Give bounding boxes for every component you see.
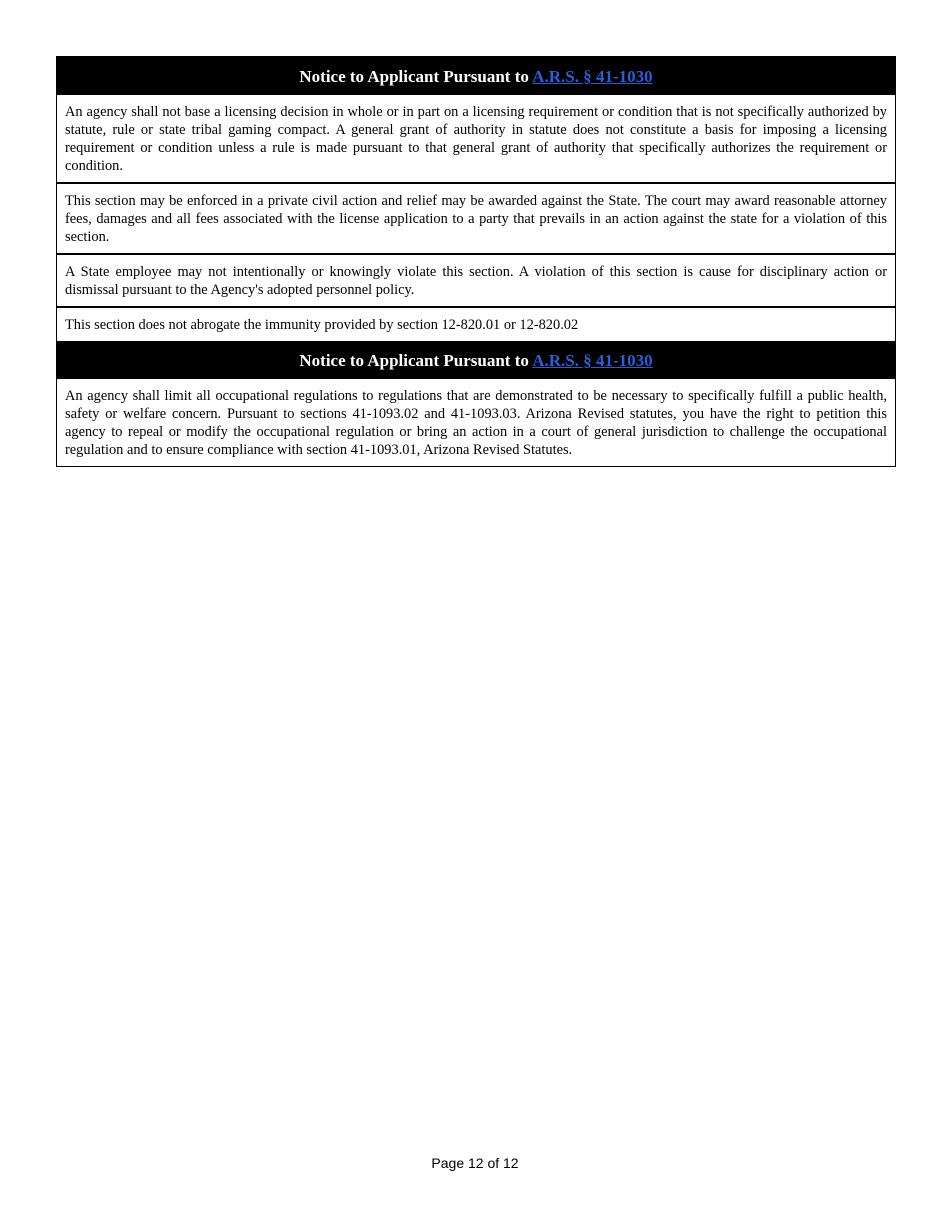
section-2-paragraph-occupational-regulations: An agency shall limit all occupational regulations to regulations that are demonstrated to be necessary to specifically fulfill a public health, safety or welfare concern. Pursuant to sections 41-1093.02 and 41-1093.03. Arizona Revised statutes, you have the right to petition this agency to repeal or modify the occupational regulation or bring an action in a court of general jurisdiction to challenge the occupational regulation and to ensure compliance with section 41-1093.01, Arizona Revised Statutes. xyxy=(57,377,895,466)
section-1-header-text: Notice to Applicant Pursuant to xyxy=(299,67,533,86)
section-1-paragraph-licensing-decision: An agency shall not base a licensing decision in whole or in part on a licensing requirement or condition that is not specifically authorized by statute, rule or state tribal gaming compact. A general grant of authority in statute does not constitute a basis for imposing a licensing requirement or condition unless a rule is made pursuant to that general grant of authority that specifically authorizes the requirement or condition. xyxy=(57,93,895,182)
section-2-header-text: Notice to Applicant Pursuant to xyxy=(299,351,533,370)
section-1-paragraph-state-employee: A State employee may not intentionally or knowingly violate this section. A violation of this section is cause for disciplinary action or dismissal pursuant to the Agency's adopted personnel policy. xyxy=(57,253,895,306)
section-1-paragraph-immunity: This section does not abrogate the immunity provided by section 12-820.01 or 12-820.02 xyxy=(57,306,895,341)
page-number: Page 12 of 12 xyxy=(431,1155,519,1171)
section-1-paragraph-civil-action: This section may be enforced in a private civil action and relief may be awarded against the State. The court may award reasonable attorney fees, damages and all fees associated with the license application to a party that prevails in an action against the state for a violation of this section. xyxy=(57,182,895,253)
notice-table xyxy=(56,56,896,467)
section-2-statute-link[interactable]: A.R.S. § 41-1030 xyxy=(532,351,653,370)
section-1-header xyxy=(57,57,895,93)
section-2-header xyxy=(57,341,895,377)
section-1-statute-link[interactable]: A.R.S. § 41-1030 xyxy=(532,67,653,86)
